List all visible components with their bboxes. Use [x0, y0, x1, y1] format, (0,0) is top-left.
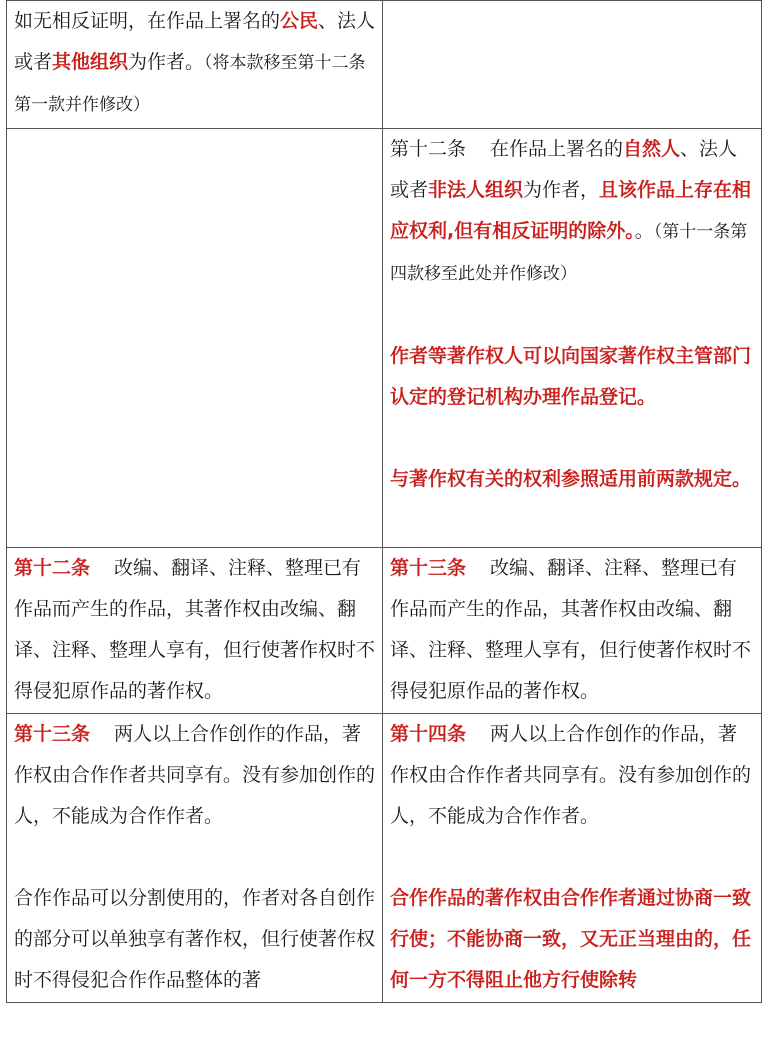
text-segment: 为作者，: [523, 179, 600, 201]
paragraph-gap: [390, 418, 755, 459]
paragraph-gap: [14, 837, 376, 878]
comparison-table: [6, 0, 762, 1003]
text-segment: 为作者。: [128, 51, 205, 73]
highlighted-text: 第十四条: [390, 723, 467, 745]
paragraph: [390, 129, 755, 295]
paragraph: [390, 459, 755, 500]
paragraph-gap: [390, 837, 755, 878]
highlighted-text: 自然人: [623, 138, 681, 160]
old-text-cell: [7, 1, 383, 129]
highlighted-text: 合作作品的著作权由合作作者通过协商一致行使；不能协商一致，又无正当理由的，任何一方不得阻止他方行使除转: [390, 887, 752, 991]
text-segment: 改编、翻译、注释、整理已有作品而产生的作品，其著作权由改编、翻译、注释、整理人享有，但行使著作权时不得侵犯原作品的著作权。: [14, 557, 376, 702]
text-segment: 改编、翻译、注释、整理已有作品而产生的作品，其著作权由改编、翻译、注释、整理人享有，但行使著作权时不得侵犯原作品的著作权。: [390, 557, 752, 702]
paragraph: [390, 548, 755, 712]
note-text: （第十一条第四款移至此处并作修改）: [390, 222, 748, 284]
highlighted-text: 第十二条: [14, 557, 91, 579]
paragraph: [14, 1, 376, 126]
document-page: [6, 0, 761, 1003]
new-text-cell: [383, 714, 762, 1003]
paragraph: [14, 548, 376, 712]
highlighted-text: 作者等著作权人可以向国家著作权主管部门认定的登记机构办理作品登记。: [390, 345, 752, 408]
text-segment: 两人以上合作创作的作品，著作权由合作作者共同享有。没有参加创作的人，不能成为合作作者。: [14, 723, 376, 827]
highlighted-text: 其他组织: [52, 51, 129, 73]
highlighted-text: 第十三条: [14, 723, 91, 745]
highlighted-text: 非法人组织: [428, 179, 524, 201]
table-row: [7, 714, 762, 1003]
new-text-cell: [383, 1, 762, 129]
highlighted-text: 且该作品上存在相应权利,但有相反证明的除外。: [390, 179, 752, 242]
paragraph: [390, 714, 755, 837]
paragraph: [14, 714, 376, 837]
old-text-cell: [7, 548, 383, 714]
old-text-cell: [7, 129, 383, 548]
text-segment: 、法人或者: [14, 10, 376, 73]
highlighted-text: 第十三条: [390, 557, 467, 579]
text-segment: 在作品上署名的: [490, 138, 624, 160]
table-row: [7, 1, 762, 129]
new-text-cell: [383, 129, 762, 548]
table-row: [7, 129, 762, 548]
text-segment: 合作作品可以分割使用的，作者对各自创作的部分可以单独享有著作权，但行使著作权时不得侵犯合作作品整体的著: [14, 887, 376, 991]
text-segment: 。: [634, 220, 654, 242]
paragraph: [390, 336, 755, 418]
note-text: （将本款移至第十二条第一款并作修改）: [14, 53, 366, 115]
old-text-cell: [7, 714, 383, 1003]
text-segment: 、法人或者: [390, 138, 738, 201]
text-segment: 如无相反证明，在作品上署名的: [14, 10, 281, 32]
paragraph-gap: [390, 295, 755, 336]
paragraph: [390, 878, 755, 1001]
highlighted-text: 与著作权有关的权利参照适用前两款规定。: [390, 468, 752, 490]
text-segment: 第十二条: [390, 138, 467, 160]
text-segment: 两人以上合作创作的作品，著作权由合作作者共同享有。没有参加创作的人，不能成为合作作者。: [390, 723, 752, 827]
new-text-cell: [383, 548, 762, 714]
table-row: [7, 548, 762, 714]
highlighted-text: 公民: [280, 10, 319, 32]
paragraph: [14, 878, 376, 1001]
